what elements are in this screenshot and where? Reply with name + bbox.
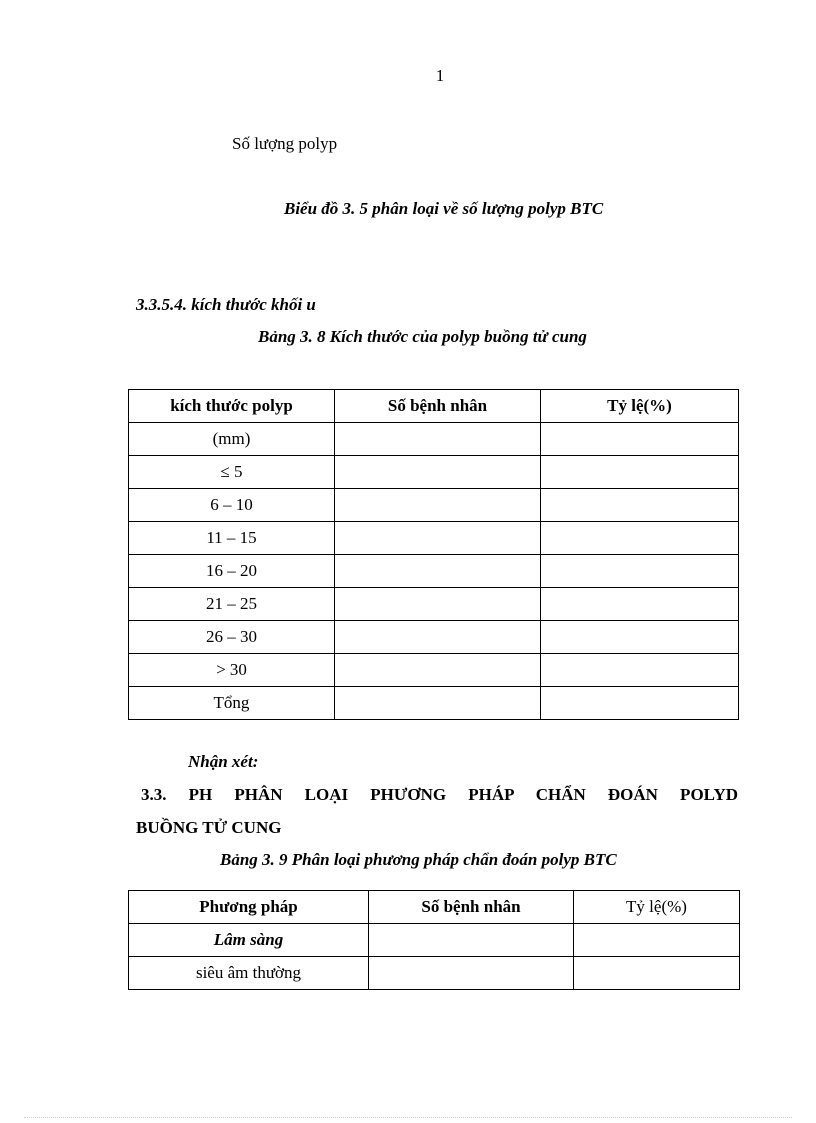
table-cell xyxy=(541,522,739,555)
table-cell xyxy=(541,621,739,654)
table2-caption: Bảng 3. 9 Phân loại phương pháp chẩn đoán polyp BTC xyxy=(220,850,617,869)
section-heading-3-3-5-4: 3.3.5.4. kích thước khối u xyxy=(136,295,316,314)
table-cell xyxy=(335,423,541,456)
chart-label: Số lượng polyp xyxy=(232,134,338,153)
table-cell xyxy=(335,456,541,489)
table-cell xyxy=(541,423,739,456)
table-row xyxy=(129,555,739,588)
row-label: 11 – 15 xyxy=(129,522,335,555)
table-header-row xyxy=(129,891,740,924)
section-heading-3-3-continued: BUỒNG TỬ CUNG xyxy=(136,818,282,837)
row-label: Lâm sàng xyxy=(129,924,369,957)
chart-caption: Biểu đồ 3. 5 phân loại về số lượng polyp BTC xyxy=(284,199,604,218)
table-row xyxy=(129,423,739,456)
table-cell xyxy=(541,588,739,621)
polyp-size-table xyxy=(128,389,739,720)
table-row xyxy=(129,687,739,720)
table-cell xyxy=(541,687,739,720)
row-label: (mm) xyxy=(129,423,335,456)
table-row xyxy=(129,522,739,555)
row-label: 6 – 10 xyxy=(129,489,335,522)
table-row xyxy=(129,957,740,990)
page-bottom-rule xyxy=(24,1117,792,1118)
table-cell xyxy=(369,957,574,990)
column-header: Tỷ lệ(%) xyxy=(541,390,739,423)
row-label: 16 – 20 xyxy=(129,555,335,588)
table-row xyxy=(129,654,739,687)
row-label: 26 – 30 xyxy=(129,621,335,654)
table-row xyxy=(129,489,739,522)
table-cell xyxy=(541,456,739,489)
row-label: Tổng xyxy=(129,687,335,720)
table-cell xyxy=(541,654,739,687)
column-header: Số bệnh nhân xyxy=(335,390,541,423)
table-row xyxy=(129,456,739,489)
remark-label: Nhận xét: xyxy=(188,752,259,771)
column-header: Số bệnh nhân xyxy=(369,891,574,924)
column-header: kích thước polyp xyxy=(129,390,335,423)
table-cell xyxy=(335,654,541,687)
diagnosis-method-table xyxy=(128,890,740,990)
page-number: 1 xyxy=(435,66,445,85)
table-header-row xyxy=(129,390,739,423)
table-cell xyxy=(335,687,541,720)
row-label: > 30 xyxy=(129,654,335,687)
table-row xyxy=(129,621,739,654)
table-row xyxy=(129,588,739,621)
row-label: 21 – 25 xyxy=(129,588,335,621)
table-cell xyxy=(335,588,541,621)
table-cell xyxy=(541,489,739,522)
table-cell xyxy=(369,924,574,957)
section-heading-3-3: 3.3. PH PHÂN LOẠI PHƯƠNG PHÁP CHẨN ĐOÁN POLYD xyxy=(141,785,738,804)
row-label: siêu âm thường xyxy=(129,957,369,990)
table-cell xyxy=(574,924,740,957)
column-header: Tỷ lệ(%) xyxy=(574,891,740,924)
table-cell xyxy=(541,555,739,588)
table1-caption: Bảng 3. 8 Kích thước của polyp buồng tử cung xyxy=(258,327,587,346)
table-cell xyxy=(335,621,541,654)
table-cell xyxy=(335,489,541,522)
row-label: ≤ 5 xyxy=(129,456,335,489)
table-cell xyxy=(335,555,541,588)
column-header: Phương pháp xyxy=(129,891,369,924)
table-cell xyxy=(335,522,541,555)
table-row xyxy=(129,924,740,957)
table-cell xyxy=(574,957,740,990)
